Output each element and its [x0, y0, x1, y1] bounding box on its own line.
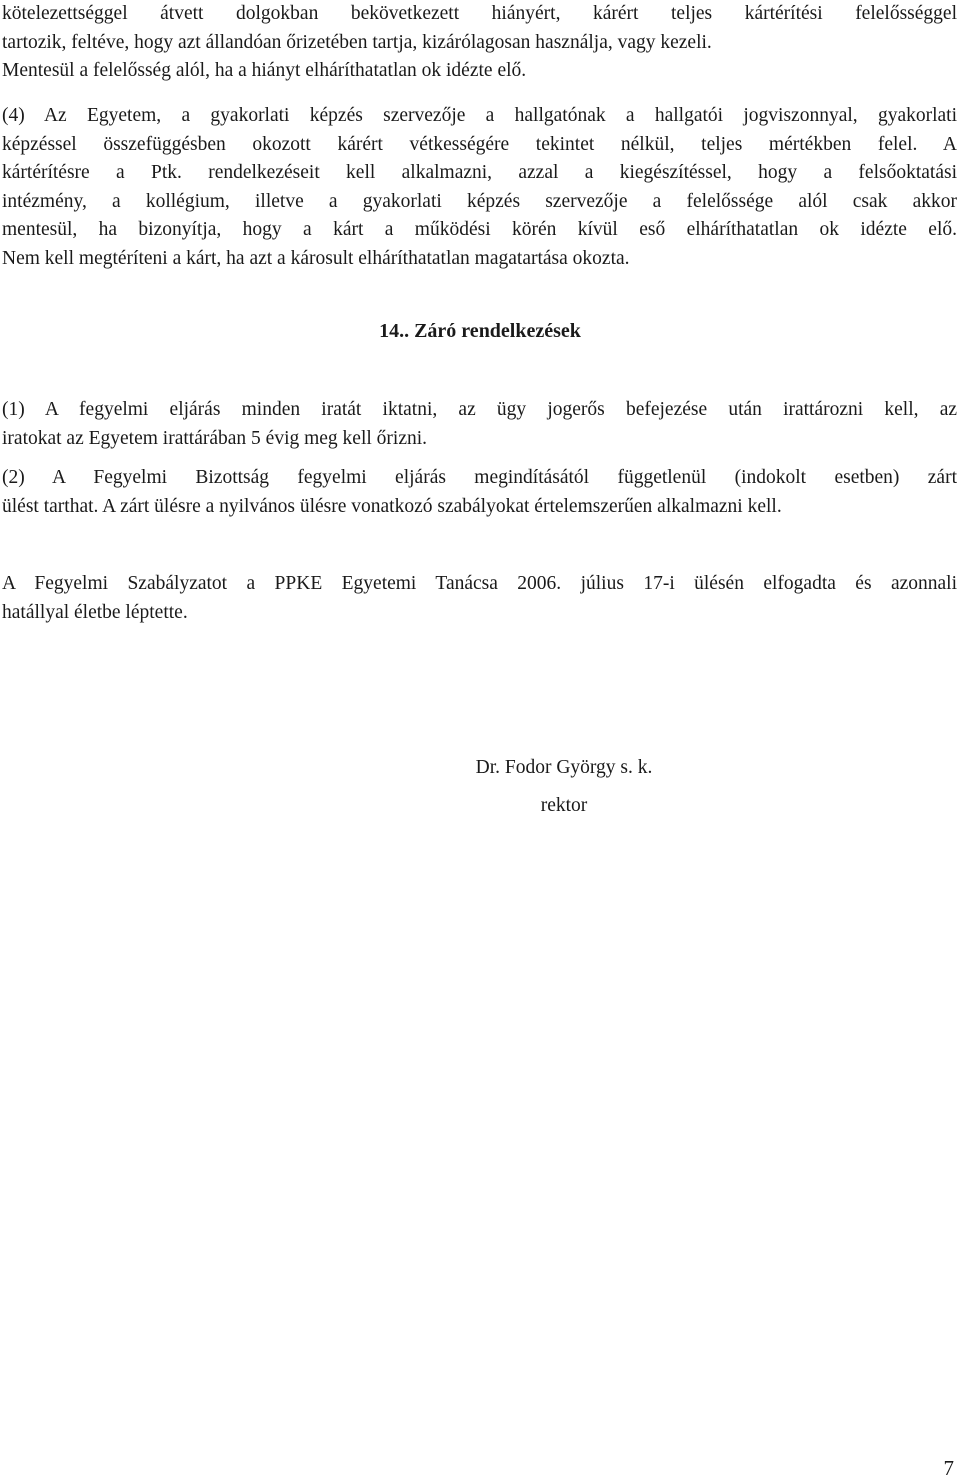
text-line: kötelezettséggel átvett dolgokban bekövetkezett hiányért, kárért teljes kártérítési felelősséggel	[2, 3, 957, 24]
paragraph-1	[2, 396, 957, 453]
page-number: 7	[943, 1456, 954, 1480]
text-line: (4) Az Egyetem, a gyakorlati képzés szervezője a hallgatónak a hallgatói jogviszonnyal, gyakorlati	[2, 105, 957, 126]
section-heading: 14.. Záró rendelkezések	[379, 320, 581, 342]
text-line: ülést tarthat. A zárt ülésre a nyilvános ülésre vonatkozó szabályokat értelemszerűen alkalmazni kell.	[2, 495, 782, 517]
text-line: kártérítésre a Ptk. rendelkezéseit kell alkalmazni, azzal a kiegészítéssel, hogy a felsőoktatási	[2, 162, 957, 183]
text-line: hatállyal életbe léptette.	[2, 601, 188, 623]
adoption-note	[2, 570, 957, 627]
text-line: A Fegyelmi Szabályzatot a PPKE Egyetemi Tanácsa 2006. július 17-i ülésén elfogadta és azonnali	[2, 573, 957, 594]
text-line: (1) A fegyelmi eljárás minden iratát iktatni, az ügy jogerős befejezése után irattározni kell, az	[2, 399, 957, 420]
signatory-title: rektor	[540, 795, 588, 816]
text-line: tartozik, feltéve, hogy azt állandóan őrizetében tartja, kizárólagosan használja, vagy kezeli.	[2, 31, 712, 53]
text-line: (2) A Fegyelmi Bizottság fegyelmi eljárás megindításától függetlenül (indokolt esetben) zárt	[2, 467, 957, 488]
paragraph-2	[2, 464, 957, 521]
signatory-name: Dr. Fodor György s. k.	[475, 757, 653, 778]
paragraph-intro	[2, 0, 957, 86]
text-line: intézmény, a kollégium, illetve a gyakorlati képzés szervezője a felelőssége alól csak akkor	[2, 190, 957, 212]
text-line: képzéssel összefüggésben okozott kárért vétkességére tekintet nélkül, teljes mértékben felel. A	[2, 133, 957, 155]
text-line: Mentesül a felelősség alól, ha a hiányt elháríthatatlan ok idézte elő.	[2, 60, 527, 81]
text-line: iratokat az Egyetem irattárában 5 évig meg kell őrizni.	[2, 427, 428, 449]
text-line: Nem kell megtéríteni a kárt, ha azt a károsult elháríthatatlan magatartása okozta.	[2, 247, 630, 269]
text-line: mentesül, ha bizonyítja, hogy a kárt a működési körén kívül eső elháríthatatlan ok idézte elő.	[2, 219, 957, 240]
paragraph-4	[2, 102, 957, 273]
